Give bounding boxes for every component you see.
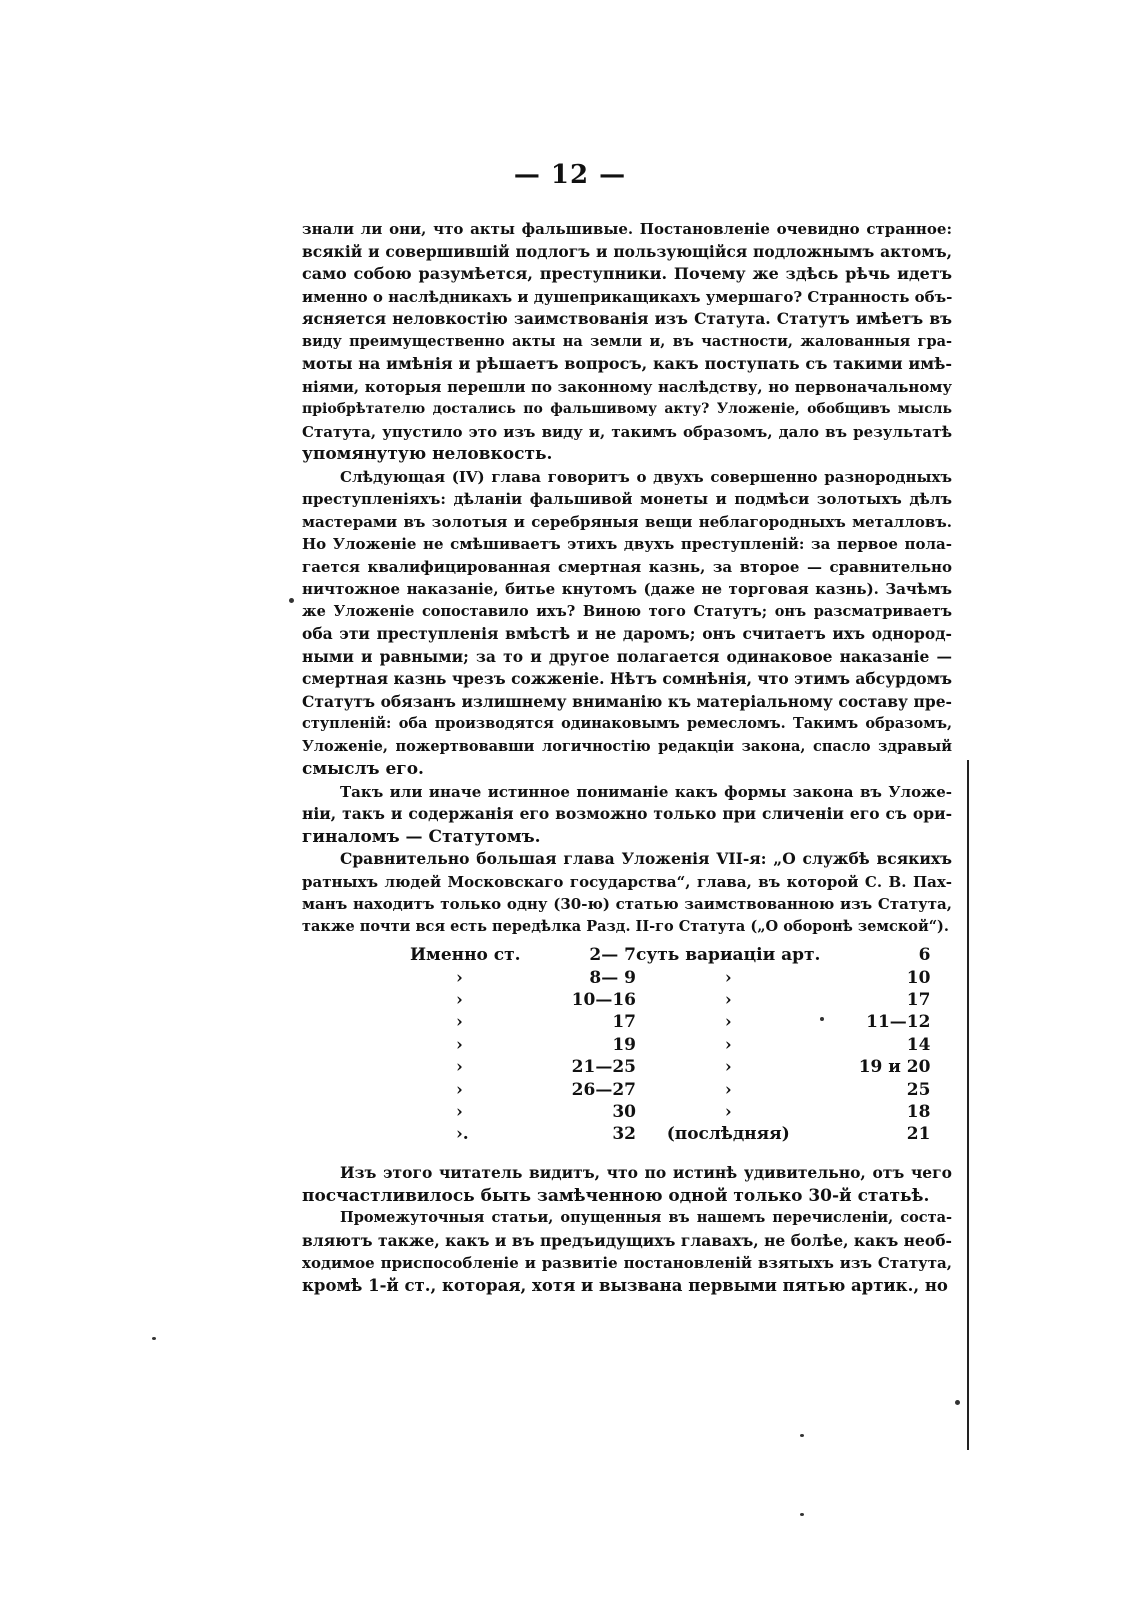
table-cell: › bbox=[724, 1057, 732, 1078]
page-number: — 12 — bbox=[513, 160, 627, 190]
table-cell: › bbox=[456, 1079, 463, 1100]
table-row bbox=[410, 1078, 930, 1100]
text-line: Но Уложеніе не смѣшиваетъ этихъ двухъ преступленій: за первое пола- bbox=[302, 535, 952, 553]
text-line: ратныхъ людей Московскаго государства“, глава, въ которой С. В. Пах- bbox=[302, 872, 952, 891]
text-line: посчастливилось быть замѣченною одной только 30-й статьѣ. bbox=[302, 1185, 930, 1206]
text-line: пріобрѣтателю достались по фальшивому акту? Уложеніе, обобщивъ мысль bbox=[302, 401, 952, 417]
scan-speck bbox=[820, 1017, 824, 1021]
text-line: ніями, которыя перешли по законному наслѣдству, но первоначальному bbox=[302, 377, 952, 396]
table-row bbox=[410, 1034, 930, 1056]
text-line: именно о наслѣдникахъ и душеприкащикахъ умершаго? Странность объ- bbox=[302, 287, 952, 306]
table-row bbox=[410, 944, 930, 966]
table-cell: 2— 7 bbox=[589, 945, 636, 966]
table-row bbox=[410, 989, 930, 1011]
text-line: вляютъ также, какъ и въ предъидущихъ главахъ, не болѣе, какъ необ- bbox=[302, 1230, 952, 1250]
table-cell: 17 bbox=[906, 989, 931, 1010]
table-cell: › bbox=[456, 967, 463, 988]
table-cell: › bbox=[724, 1034, 732, 1055]
table-cell: 17 bbox=[612, 1012, 636, 1033]
table-cell: › bbox=[724, 989, 732, 1010]
table-cell: суть вариаціи арт. bbox=[636, 945, 821, 966]
text-line: ясняется неловкостію заимствованія изъ Статута. Статутъ имѣетъ въ bbox=[302, 309, 952, 328]
scan-speck bbox=[152, 1337, 156, 1340]
main-text-block bbox=[302, 218, 952, 938]
margin-rule bbox=[967, 760, 969, 1450]
paragraph bbox=[302, 466, 952, 781]
scan-speck bbox=[800, 1434, 804, 1437]
text-line: кромѣ 1-й ст., которая, хотя и вызвана первыми пятью артик., но bbox=[302, 1275, 948, 1295]
text-line: всякій и совершившій подлогъ и пользующійся подложнымъ актомъ, bbox=[302, 241, 952, 261]
text-line: Статута, упустило это изъ виду и, такимъ образомъ, дало въ результатѣ bbox=[302, 422, 952, 441]
text-line: же Уложеніе сопоставило ихъ? Виною того Статутъ; онъ разсматриваетъ bbox=[302, 602, 952, 620]
table-cell: 32 bbox=[612, 1124, 636, 1145]
table-cell: › bbox=[724, 1079, 732, 1100]
table-cell: › bbox=[456, 1101, 463, 1122]
table-cell: 19 bbox=[612, 1034, 636, 1055]
text-line: ступленій: оба производятся одинаковымъ ремесломъ. Такимъ образомъ, bbox=[302, 715, 952, 732]
table-cell: 14 bbox=[906, 1034, 931, 1055]
text-line: Уложеніе, пожертвовавши логичностію редакціи закона, спасло здравый bbox=[302, 737, 952, 755]
table-cell: 6 bbox=[918, 945, 931, 966]
scan-speck bbox=[800, 1513, 804, 1516]
table-cell: 11—12 bbox=[866, 1012, 931, 1033]
text-line: упомянутую неловкость. bbox=[302, 444, 553, 464]
table-cell: 25 bbox=[906, 1079, 931, 1100]
text-line: гается квалифицированная смертная казнь, за второе — сравнительно bbox=[302, 557, 952, 576]
text-line: также почти вся есть передѣлка Разд. II-го Статута („О оборонѣ земской“). bbox=[302, 917, 949, 935]
table-cell: › bbox=[724, 1101, 732, 1122]
text-line: мастерами въ золотыя и серебряныя вещи неблагородныхъ металловъ. bbox=[302, 512, 952, 531]
table-cell: 21—25 bbox=[571, 1057, 636, 1078]
table-row bbox=[410, 1123, 930, 1145]
paragraph bbox=[302, 218, 952, 466]
paragraph bbox=[302, 781, 952, 849]
articles-table bbox=[410, 944, 930, 1146]
paragraph bbox=[302, 1162, 952, 1207]
text-line: Такъ или иначе истинное пониманіе какъ формы закона въ Уложе- bbox=[340, 782, 952, 801]
table-cell: 18 bbox=[906, 1101, 931, 1122]
text-line: смертная казнь чрезъ сожженіе. Нѣтъ сомнѣнія, что этимъ абсурдомъ bbox=[302, 669, 952, 688]
text-line: манъ находитъ только одну (30-ю) статью заимствованною изъ Статута, bbox=[302, 895, 952, 913]
text-line: моты на имѣнія и рѣшаетъ вопросъ, какъ поступать съ такими имѣ- bbox=[302, 354, 952, 373]
text-line: Слѣдующая (IV) глава говоритъ о двухъ совершенно разнородныхъ bbox=[340, 467, 952, 486]
table-cell: › bbox=[724, 1012, 732, 1033]
table-cell: › bbox=[456, 1034, 463, 1055]
table-cell: › bbox=[456, 1012, 463, 1033]
table-row bbox=[410, 1056, 930, 1078]
table-cell: 30 bbox=[612, 1101, 636, 1122]
text-line: Промежуточныя статьи, опущенныя въ нашемъ перечисленіи, соста- bbox=[340, 1209, 952, 1226]
text-line: оба эти преступленія вмѣстѣ и не даромъ; онъ считаетъ ихъ однород- bbox=[302, 624, 952, 643]
paragraph bbox=[302, 1207, 952, 1297]
table-cell: 21 bbox=[906, 1124, 931, 1145]
table-cell: 26—27 bbox=[571, 1079, 636, 1100]
text-line: ными и равными; за то и другое полагается одинаковое наказаніе — bbox=[302, 646, 952, 666]
paragraph bbox=[302, 848, 952, 938]
text-line: преступленіяхъ: дѣланіи фальшивой монеты и подмѣси золотыхъ дѣлъ bbox=[302, 490, 952, 508]
text-line: знали ли они, что акты фальшивые. Постановленіе очевидно странное: bbox=[302, 220, 952, 238]
text-line: Статутъ обязанъ излишнему вниманію къ матеріальному составу пре- bbox=[302, 691, 952, 711]
table-row bbox=[410, 1011, 930, 1033]
table-row bbox=[410, 1101, 930, 1123]
table-cell: 10—16 bbox=[571, 989, 636, 1010]
table-cell: ›. bbox=[456, 1124, 469, 1145]
table-cell: 10 bbox=[906, 967, 931, 988]
table-cell: › bbox=[456, 1057, 463, 1078]
table-cell: › bbox=[456, 989, 463, 1010]
table-cell: 19 и 20 bbox=[858, 1057, 931, 1078]
text-line: ходимое приспособленіе и развитіе постановленій взятыхъ изъ Статута, bbox=[302, 1254, 952, 1272]
table-cell: Именно ст. bbox=[410, 945, 521, 966]
text-line: Сравнительно большая глава Уложенія VII-я: „О службѣ всякихъ bbox=[340, 849, 952, 868]
table-cell: › bbox=[724, 967, 732, 988]
text-line: само собою разумѣется, преступники. Почему же здѣсь рѣчь идетъ bbox=[302, 264, 952, 283]
lower-text-block bbox=[302, 1162, 952, 1297]
table-row bbox=[410, 966, 930, 988]
text-line: ніи, такъ и содержанія его возможно только при сличеніи его съ ори- bbox=[302, 804, 952, 823]
scan-speck bbox=[955, 1400, 960, 1405]
text-line: виду преимущественно акты на земли и, въ частности, жалованныя гра- bbox=[302, 332, 952, 350]
text-line: смыслъ его. bbox=[302, 759, 424, 779]
table-cell: 8— 9 bbox=[589, 967, 636, 988]
scan-speck bbox=[289, 598, 294, 603]
text-line: ничтожное наказаніе, битье кнутомъ (даже не торговая казнь). Зачѣмъ bbox=[302, 580, 952, 598]
text-line: гиналомъ — Статутомъ. bbox=[302, 826, 541, 847]
table-cell: (послѣдняя) bbox=[666, 1124, 790, 1145]
text-line: Изъ этого читатель видитъ, что по истинѣ удивительно, отъ чего bbox=[340, 1163, 952, 1182]
